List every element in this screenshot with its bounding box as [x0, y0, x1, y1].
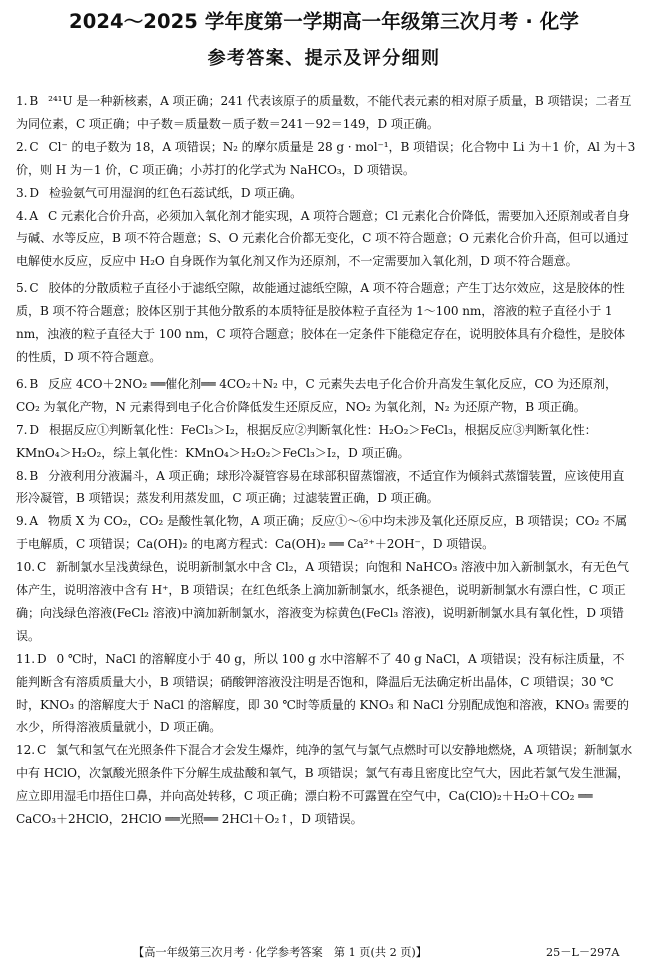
answer-item — [16, 556, 636, 648]
item-number: 9. — [16, 514, 28, 529]
item-answer: C — [36, 560, 47, 575]
item-answer: D — [36, 651, 47, 666]
item-number: 4. — [16, 208, 28, 223]
item-answer: C — [29, 281, 39, 296]
item-number: 5. — [16, 281, 28, 296]
answer-item — [16, 739, 636, 831]
item-number: 10. — [16, 560, 35, 575]
answer-item — [16, 510, 636, 556]
item-explanation: 物质 X 为 CO₂，CO₂ 是酸性氧化物，A 项正确；反应①～⑥中均未涉及氧化还原反应，B 项错误；CO₂ 不属于电解质，C 项错误；Ca(OH)₂ 的电离方程式：Ca(OH)₂ ══ Ca²⁺＋2OH⁻，D 项错误。 — [16, 514, 628, 552]
answer-item — [16, 205, 636, 274]
item-explanation: ²⁴¹U 是一种新核素，A 项正确；241 代表该原子的质量数，不能代表元素的相对原子质量，B 项错误；二者互为同位素，C 项正确；中子数＝质量数－质子数＝241－92＝149，D 项正确。 — [16, 94, 632, 131]
item-answer: A — [29, 514, 38, 529]
item-number: 11. — [16, 651, 35, 666]
item-explanation: C 元素化合价升高，必须加入氧化剂才能实现，A 项符合题意；Cl 元素化合价降低，需要加入还原剂或者自身与碱、水等反应，B 项不符合题意；S、O 元素化合价都无变化，C 项不符合题意；O 元素化合价升高，但可以通过电解使水反应，反应中 H₂O 自身既作为氧化剂又作为还原剂，不一定需要加入氧化剂，D 项不符合题意。 — [16, 208, 630, 269]
answer-item — [16, 136, 636, 182]
answer-item — [16, 373, 636, 419]
answer-item — [16, 182, 636, 205]
item-explanation: 氯气和氢气在光照条件下混合才会发生爆炸，纯净的氢气与氯气点燃时可以安静地燃烧，A 项错误；新制氯水中有 HClO，次氯酸光照条件下分解生成盐酸和氧气，B 项错误；氯气有毒且密度比空气大，因此若氯气发生泄漏，应立即用湿毛巾捂住口鼻，并向高处转移，C 项正确；漂白粉不可露置在空气中，Ca(ClO)₂＋H₂O＋CO₂ ══ CaCO₃＋2HClO，2HClO ══光照══ 2HCl＋O₂↑，D 项错误。 — [16, 743, 633, 827]
item-number: 7. — [16, 422, 28, 437]
item-number: 12. — [16, 743, 35, 758]
item-answer: D — [29, 185, 39, 200]
answer-item — [16, 465, 636, 511]
answer-list — [16, 90, 636, 831]
item-explanation: 胶体的分散质粒子直径小于滤纸空隙，故能通过滤纸空隙，A 项不符合题意；产生丁达尔效应，这是胶体的性质，B 项不符合题意；胶体区别于其他分散系的本质特征是胶体粒子直径为 1～100 nm，溶液的粒子直径小于 1 nm，浊液的粒子直径大于 100 nm，C 项符合题意；胶体在一定条件下能稳定存在，说明胶体具有介稳性，是胶体的性质，D 项不符合题意。 — [16, 281, 626, 364]
item-explanation: 分液利用分液漏斗，A 项正确；球形冷凝管容易在球部积留蒸馏液，不适宜作为倾斜式蒸馏装置，应该使用直形冷凝管，B 项错误；蒸发利用蒸发皿，C 项正确；过滤装置正确，D 项正确。 — [16, 468, 625, 506]
item-answer: B — [29, 376, 39, 391]
item-explanation: 0 ℃时，NaCl 的溶解度小于 40 g，所以 100 g 水中溶解不了 40 g NaCl，A 项错误；没有标注质量，不能判断含有溶质质量大小，B 项错误；硝酸钾溶液没注明是否饱和，降温后无法确定析出晶体，C 项错误；30 ℃时，KNO₃ 的溶解度大于 NaCl 的溶解度，即 30 ℃时等质量的 KNO₃ 和 NaCl 分别配成饱和溶液，KNO₃ 需要的水少，所得溶液质量就小，D 项正确。 — [16, 651, 629, 735]
item-answer: B — [29, 468, 39, 483]
page-subtitle: 参考答案、提示及评分细则 — [207, 48, 441, 69]
item-answer: D — [29, 422, 39, 437]
item-number: 2. — [16, 139, 28, 154]
item-number: 3. — [16, 185, 28, 200]
item-number: 8. — [16, 468, 28, 483]
item-explanation: 反应 4CO＋2NO₂ ══催化剂══ 4CO₂＋N₂ 中，C 元素失去电子化合价升高发生氧化反应，CO 为还原剂，CO₂ 为氧化产物，N 元素得到电子化合价降低发生还原反应，NO₂ 为氧化剂，N₂ 为还原产物，B 项正确。 — [16, 376, 617, 414]
item-explanation: Cl⁻ 的电子数为 18，A 项错误；N₂ 的摩尔质量是 28 g · mol⁻¹，B 项错误；化合物中 Li 为＋1 价，Al 为＋3 价，则 H 为－1 价，C 项正确；小苏打的化学式为 NaHCO₃，D 项错误。 — [16, 139, 636, 177]
answer-item — [16, 419, 636, 465]
footer-code: 25－L－297A — [546, 946, 620, 959]
page-title: 2024～2025 学年度第一学期高一年级第三次月考 · 化学 — [69, 10, 579, 33]
footer-page-info: 【高一年级第三次月考 · 化学参考答案 第 1 页(共 2 页)】 — [133, 946, 427, 959]
item-number: 1. — [16, 94, 28, 108]
item-number: 6. — [16, 376, 28, 391]
item-answer: C — [29, 139, 39, 154]
answer-item — [16, 648, 636, 740]
answer-item — [16, 90, 636, 136]
answer-item — [16, 277, 636, 369]
item-explanation: 检验氨气可用湿润的红色石蕊试纸，D 项正确。 — [48, 185, 303, 200]
item-answer: A — [29, 208, 38, 223]
item-explanation: 根据反应①判断氧化性：FeCl₃＞I₂，根据反应②判断氧化性：H₂O₂＞FeCl₃，根据反应③判断氧化性：KMnO₄＞H₂O₂，综上氧化性：KMnO₄＞H₂O₂＞FeCl₃＞I₂，D 项正确。 — [16, 422, 597, 460]
item-answer: B — [29, 94, 39, 108]
item-explanation: 新制氯水呈浅黄绿色，说明新制氯水中含 Cl₂，A 项错误；向饱和 NaHCO₃ 溶液中加入新制氯水，有无色气体产生，说明溶液中含有 H⁺，B 项错误；在红色纸条上滴加新制氯水，纸条褪色，说明新制氯水有漂白性，C 项正确；向浅绿色溶液(FeCl₂ 溶液)中滴加新制氯水，溶液变为棕黄色(FeCl₃ 溶液)，说明新制氯水具有氧化性，D 项错误。 — [16, 560, 629, 643]
item-answer: C — [36, 743, 47, 758]
